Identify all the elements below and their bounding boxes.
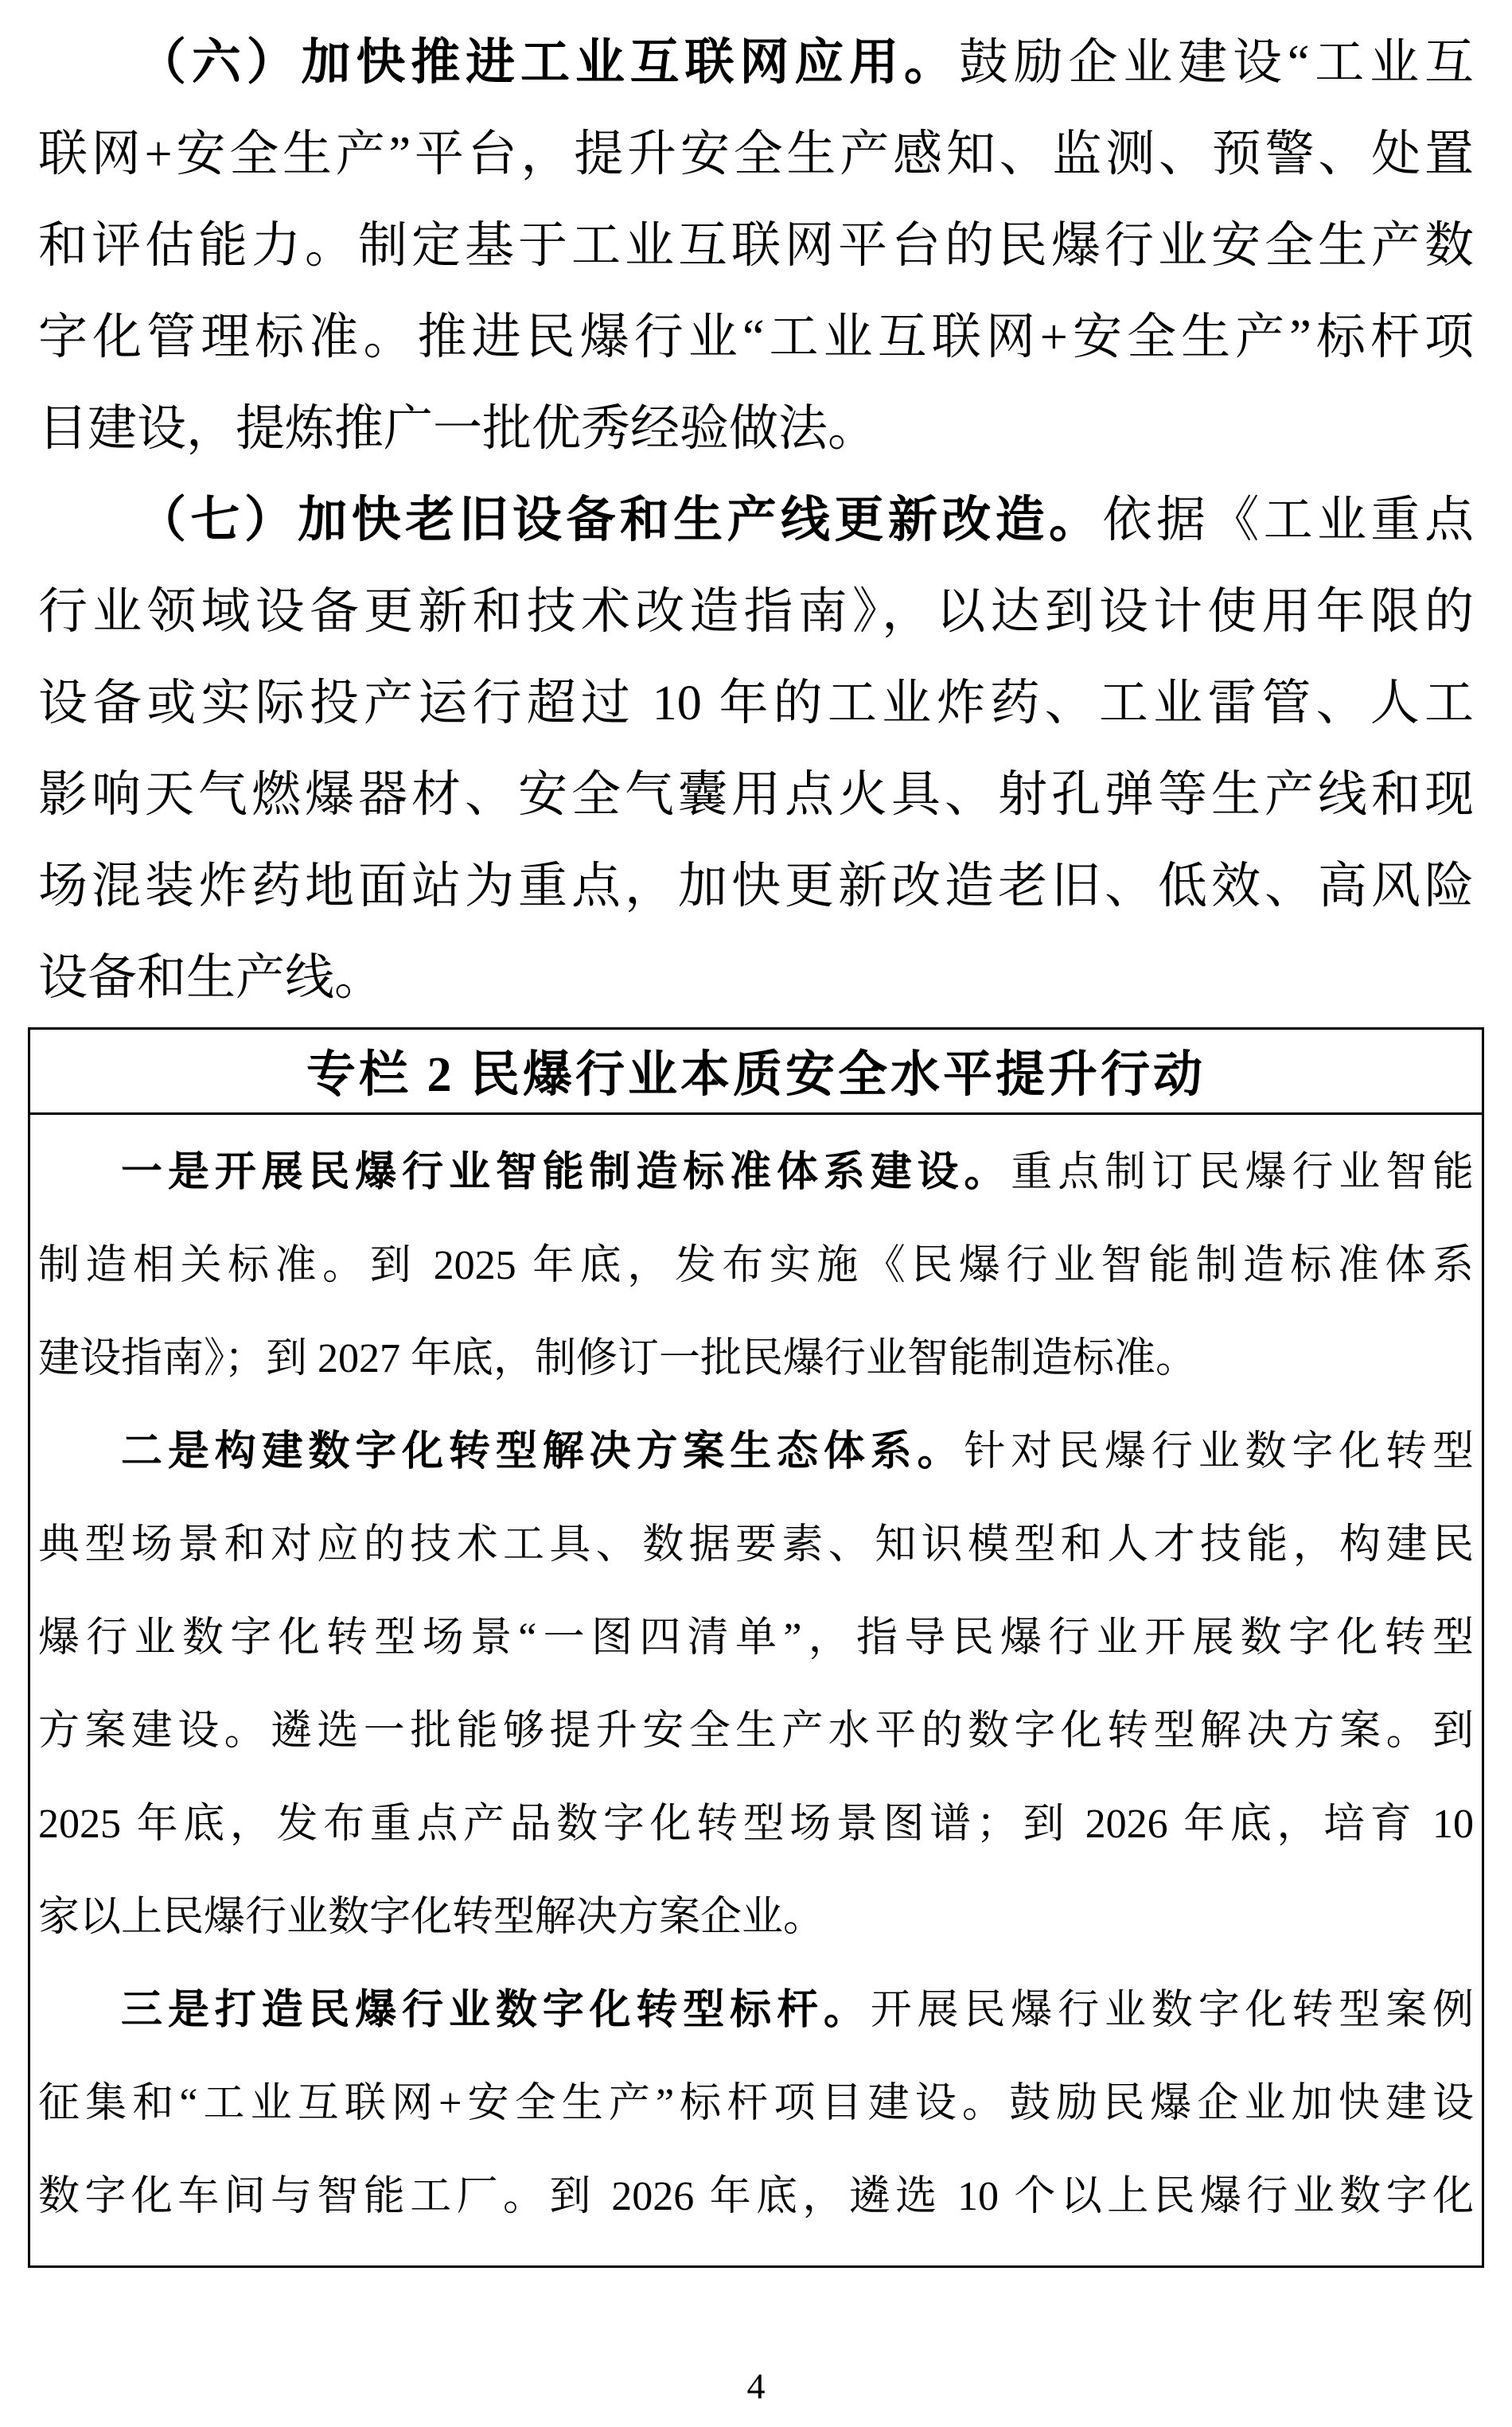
- body-text: 建设指南》；到 2027 年底，制修订一批民爆行业智能制造标准。: [38, 1336, 1198, 1381]
- paragraph: [38, 1126, 1474, 1405]
- body-text: 鼓励企业建设“工业互: [958, 36, 1474, 90]
- text-line: [38, 841, 1474, 933]
- text-line: [38, 750, 1474, 841]
- lead-emphasis-text: （七）加快老旧设备和生产线更新改造。: [137, 493, 1103, 547]
- body-text: 典型场景和对应的技术工具、数据要素、知识模型和人才技能，构建民: [38, 1522, 1474, 1568]
- page-number: 4: [746, 2366, 766, 2406]
- text-line: [38, 933, 1474, 1024]
- body-text: 数字化车间与智能工厂。到 2026 年底，遴选 10 个以上民爆行业数字化: [38, 2174, 1474, 2219]
- text-line: [38, 1778, 1474, 1871]
- paragraph: [38, 475, 1474, 1024]
- lead-emphasis-text: 二是构建数字化转型解决方案生态体系。: [121, 1428, 964, 1475]
- body-text: 设备和生产线。: [38, 951, 384, 1005]
- text-line: [38, 2057, 1474, 2150]
- text-line: [38, 18, 1474, 109]
- body-text: 影响天气燃爆器材、安全气囊用点火具、射孔弹等生产线和现: [38, 768, 1474, 822]
- lead-emphasis-text: 三是打造民爆行业数字化转型标杆。: [121, 1987, 871, 2033]
- text-line: [38, 1219, 1474, 1312]
- text-line: [38, 567, 1474, 658]
- text-line: [38, 1498, 1474, 1591]
- box-title: 专栏 2 民爆行业本质安全水平提升行动: [30, 1030, 1482, 1115]
- paragraph: [38, 18, 1474, 475]
- body-text: 家以上民爆行业数字化转型解决方案企业。: [38, 1895, 825, 1940]
- paragraph: [38, 1964, 1474, 2243]
- lead-emphasis-text: 一是开展民爆行业智能制造标准体系建设。: [121, 1149, 1011, 1195]
- text-line: [38, 1871, 1474, 1964]
- text-line: [38, 1591, 1474, 1685]
- lead-emphasis-text: （六）加快推进工业互联网应用。: [137, 36, 959, 90]
- text-line: [38, 201, 1474, 292]
- body-text: 场混装炸药地面站为重点，加快更新改造老旧、低效、高风险: [38, 859, 1474, 914]
- body-text: 2025 年底，发布重点产品数字化转型场景图谱；到 2026 年底，培育 10: [38, 1802, 1474, 1847]
- page-footer: [32, 2365, 1480, 2408]
- body-text: 和评估能力。制定基于工业互联网平台的民爆行业安全生产数: [38, 219, 1474, 273]
- text-line: [38, 2150, 1474, 2243]
- body-text: 目建设，提炼推广一批优秀经验做法。: [38, 402, 878, 456]
- text-line: [38, 1405, 1474, 1498]
- text-line: [38, 658, 1474, 750]
- text-line: [38, 292, 1474, 384]
- text-line: [38, 384, 1474, 475]
- paragraph: [38, 1405, 1474, 1964]
- body-text: 方案建设。遴选一批能够提升安全生产水平的数字化转型解决方案。到: [38, 1708, 1474, 1754]
- text-line: [38, 1964, 1474, 2057]
- text-line: [38, 109, 1474, 201]
- body-text: 针对民爆行业数字化转型: [964, 1429, 1474, 1475]
- text-line: [38, 475, 1474, 567]
- body-text: 爆行业数字化转型场景“一图四清单”，指导民爆行业开展数字化转型: [38, 1615, 1474, 1661]
- special-column-box: [28, 1027, 1484, 2268]
- text-line: [38, 1126, 1474, 1219]
- body-text: 制造相关标准。到 2025 年底，发布实施《民爆行业智能制造标准体系: [38, 1243, 1474, 1288]
- body-text: 联网+安全生产”平台，提升安全生产感知、监测、预警、处置: [38, 127, 1474, 181]
- body-text: 依据《工业重点: [1102, 493, 1474, 547]
- text-line: [38, 1685, 1474, 1778]
- main-text-section: [32, 18, 1480, 1024]
- body-text: 行业领域设备更新和技术改造指南》，以达到设计使用年限的: [38, 585, 1474, 639]
- text-line: [38, 1312, 1474, 1405]
- body-text: 设备或实际投产运行超过 10 年的工业炸药、工业雷管、人工: [38, 676, 1474, 730]
- body-text: 重点制订民爆行业智能: [1011, 1150, 1474, 1195]
- body-text: 开展民爆行业数字化转型案例: [870, 1988, 1474, 2033]
- box-body: [30, 1115, 1482, 2265]
- body-text: 征集和“工业互联网+安全生产”标杆项目建设。鼓励民爆企业加快建设: [38, 2081, 1474, 2126]
- body-text: 字化管理标准。推进民爆行业“工业互联网+安全生产”标杆项: [38, 310, 1474, 364]
